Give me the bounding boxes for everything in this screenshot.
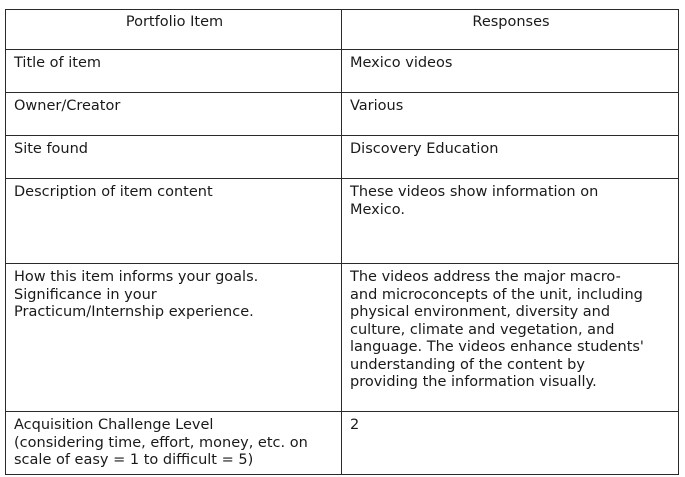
response-cell [342, 93, 679, 136]
item-label-title: Title of item [14, 55, 102, 71]
response-cell [342, 136, 679, 179]
item-cell [6, 50, 342, 93]
item-label-description: Description of item content [14, 184, 213, 200]
portfolio-table [5, 9, 679, 475]
item-label-challenge: Acquisition Challenge Level (considering time, effort, money, etc. on scale of easy = 1 to difficult = 5) [14, 417, 308, 468]
response-goals: The videos address the major macro- and microconcepts of the unit, including physical environment, diversity and culture, climate and vegetation, and language. The videos enhance students' understanding of the content by providing the information visually. [350, 269, 644, 390]
table-row-owner [6, 93, 679, 136]
table-header-row [6, 10, 679, 50]
response-owner: Various [350, 98, 404, 114]
item-label-owner: Owner/Creator [14, 98, 121, 114]
item-cell [6, 264, 342, 412]
table-row-title [6, 50, 679, 93]
table-row-goals [6, 264, 679, 412]
response-site: Discovery Education [350, 141, 499, 157]
item-cell [6, 179, 342, 264]
response-challenge: 2 [350, 417, 360, 433]
table-row-challenge [6, 412, 679, 475]
response-cell [342, 179, 679, 264]
table-row-site [6, 136, 679, 179]
response-title: Mexico videos [350, 55, 453, 71]
response-cell [342, 50, 679, 93]
response-cell [342, 264, 679, 412]
item-cell [6, 412, 342, 475]
item-cell [6, 93, 342, 136]
item-label-goals: How this item informs your goals. Significance in your Practicum/Internship experience. [14, 269, 259, 320]
header-responses: Responses [342, 10, 679, 50]
header-portfolio-item: Portfolio Item [6, 10, 342, 50]
response-cell [342, 412, 679, 475]
item-label-site: Site found [14, 141, 89, 157]
response-description: These videos show information on Mexico. [350, 184, 599, 218]
item-cell [6, 136, 342, 179]
table-row-description [6, 179, 679, 264]
